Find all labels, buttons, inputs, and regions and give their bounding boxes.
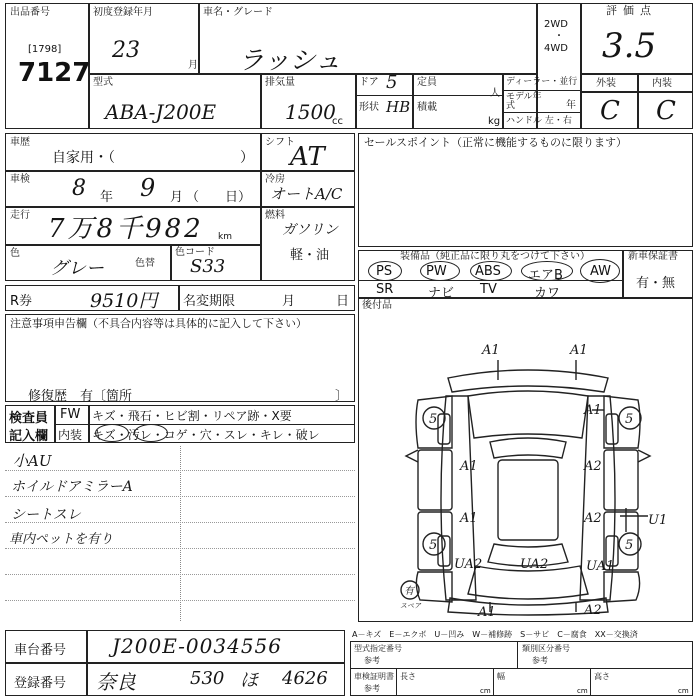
equip-ps: PS xyxy=(376,264,393,279)
windshield-shape xyxy=(490,438,566,458)
divider xyxy=(502,90,580,91)
mark-right-front-door: A2 xyxy=(584,459,602,474)
ac-label: 冷房 xyxy=(265,174,285,185)
year-unit: 年 xyxy=(566,100,576,111)
divider xyxy=(502,73,504,129)
interior-items: キズ・汚レ・コゲ・穴・スレ・キレ・破レ xyxy=(92,428,320,442)
divider xyxy=(198,3,200,73)
fw-items: キズ・飛石・ヒビ割・リペア跡・X要 xyxy=(92,409,292,423)
inspector-label2: 記入欄 xyxy=(9,429,49,444)
fuel-value: ガソリン xyxy=(282,222,338,238)
name-change-month: 月 xyxy=(282,294,296,309)
divider xyxy=(517,641,518,668)
rating-value: 3.5 xyxy=(602,26,657,66)
ac-value: オートA/C xyxy=(270,185,343,203)
spare-mark: 有 xyxy=(404,586,414,597)
recycle-row xyxy=(5,285,355,311)
repair-close: 〕 xyxy=(335,389,349,404)
color-label: 色 xyxy=(10,248,20,259)
recycle-label: R券 xyxy=(10,294,33,309)
right-front-fender-shape xyxy=(604,396,640,448)
interior-label: 内装 xyxy=(652,78,672,89)
divider xyxy=(170,244,172,281)
equip-circle xyxy=(470,261,512,281)
color-code-value: S33 xyxy=(190,256,226,277)
equip-circle xyxy=(368,261,402,281)
height-label: 高さ xyxy=(594,672,610,681)
mark-front-left: A1 xyxy=(482,343,500,358)
equip-abs: ABS xyxy=(475,264,501,279)
equip-airbag: エアB xyxy=(528,268,563,283)
mark-circle xyxy=(95,424,129,442)
drive-4wd: 4WD xyxy=(544,43,568,54)
displacement-value: 1500 xyxy=(285,100,336,124)
tire-depth-rr: 5 xyxy=(625,538,634,553)
equip-leather: カワ xyxy=(534,286,561,301)
mark-rear-left: A1 xyxy=(478,605,496,620)
color-code-label: 色コード xyxy=(175,247,215,258)
shift-value: AT xyxy=(290,142,325,172)
divider xyxy=(178,285,180,311)
warranty-label: 新車保証書 xyxy=(628,251,678,262)
mark-left-rear-door: A1 xyxy=(460,511,478,526)
mark-left-front-door: A1 xyxy=(460,459,478,474)
mark-right-fender: A1 xyxy=(584,403,602,418)
divider xyxy=(5,662,345,664)
left-mirror-shape xyxy=(406,450,418,462)
registration-number: 4626 xyxy=(282,668,328,689)
inspection-year-unit: 年 xyxy=(100,190,114,205)
repair-label: 修復歴 有〔箇所 xyxy=(28,389,133,404)
class-label: 類別区分番号 xyxy=(522,644,570,653)
divider xyxy=(493,668,494,696)
divider xyxy=(260,73,262,129)
equip-navi: ナビ xyxy=(428,286,455,301)
mark-tailgate: UA2 xyxy=(520,557,549,572)
tire-depth-fl: 5 xyxy=(429,412,438,427)
left-front-door-shape xyxy=(418,450,452,510)
load-unit: kg xyxy=(488,116,501,127)
inspection-year: 8 xyxy=(72,176,86,201)
legend: A－キズ E－エクボ U－凹み W－補修跡 S－サビ C－腐食 XX－交換済 xyxy=(352,630,638,639)
inspection-month-unit: 月 xyxy=(170,190,184,205)
mark-u1: U1 xyxy=(648,513,668,528)
model-year-label: モデル年式 xyxy=(506,92,542,111)
interior-key: 内装 xyxy=(58,428,83,442)
displacement-label: 排気量 xyxy=(265,77,295,88)
history-label: 車歴 xyxy=(10,137,30,148)
note-line-2: ホイルドアミラーA xyxy=(11,479,133,495)
divider xyxy=(355,73,357,129)
sales-point-label: セールスポイント（正常に機能するものに限ります） xyxy=(364,136,628,149)
right-mirror-shape xyxy=(638,450,650,462)
month-unit: 月 xyxy=(188,60,198,71)
name-grade-label: 車名・グレード xyxy=(203,7,273,18)
note-line-4: 車内ペットを有り xyxy=(9,532,114,547)
mark-right-rear: UA1 xyxy=(586,559,615,574)
equip-tv: TV xyxy=(480,282,497,297)
first-reg-label: 初度登録年月 xyxy=(93,7,153,18)
drive-dot: ・ xyxy=(554,31,564,42)
mileage-label: 走行 xyxy=(10,210,30,221)
drive-2wd: 2WD xyxy=(544,19,568,30)
roof-shape xyxy=(498,460,558,540)
registration-label: 登録番号 xyxy=(14,676,67,691)
divider xyxy=(412,73,414,129)
inspection-day: （ 日） xyxy=(186,190,252,205)
mark-front-right: A1 xyxy=(570,343,588,358)
divider xyxy=(355,95,502,96)
registration-area: 奈良 xyxy=(96,670,136,694)
registration-class: 530 xyxy=(190,668,225,689)
post-install-label: 後付品 xyxy=(362,300,392,311)
hood-shape xyxy=(468,391,588,438)
handle-label: ハンドル 左・右 xyxy=(506,116,572,126)
equip-circle xyxy=(420,261,460,281)
right-rear-fender-shape xyxy=(604,572,640,602)
rating-label: 評価点 xyxy=(606,4,657,17)
fuel-option: 軽・油 xyxy=(290,248,330,263)
divider xyxy=(54,424,355,425)
divider xyxy=(637,73,639,129)
divider xyxy=(580,3,582,129)
name-change-day: 日 xyxy=(336,294,350,309)
dotted-line xyxy=(5,548,355,549)
color-value: グレー xyxy=(50,258,104,279)
chassis-value: J200E-0034556 xyxy=(112,634,282,658)
first-reg-year: 23 xyxy=(112,38,140,63)
mark-rear-right: A2 xyxy=(584,603,602,618)
equip-circle xyxy=(580,259,620,283)
recycle-value: 9510円 xyxy=(90,290,158,312)
tire-depth-fr: 5 xyxy=(625,412,634,427)
class-sub: 参考 xyxy=(532,656,548,665)
model-value: ABA-J200E xyxy=(105,100,217,124)
body-label: 形状 xyxy=(359,102,379,113)
door-value: 5 xyxy=(386,72,398,93)
model-label: 型式 xyxy=(93,77,113,88)
equip-pw: PW xyxy=(426,264,447,279)
chassis-label: 車台番号 xyxy=(14,643,67,658)
capacity-unit: 人 xyxy=(490,88,500,99)
length-label: 長さ xyxy=(400,672,416,681)
mark-left-rear: UA2 xyxy=(454,557,483,572)
lot-small: [1798] xyxy=(28,44,62,55)
divider xyxy=(502,112,580,113)
note-line-1: 小AU xyxy=(13,452,52,470)
width-label: 幅 xyxy=(497,672,505,681)
divider xyxy=(590,668,591,696)
door-label: ドア xyxy=(359,77,379,88)
tire-depth-rl: 5 xyxy=(429,538,438,553)
inspector-label1: 検査員 xyxy=(9,411,49,426)
load-label: 積載 xyxy=(417,102,437,113)
exterior-label: 外装 xyxy=(596,78,616,89)
lot-number: 7127 xyxy=(18,58,91,88)
fuel-label: 燃料 xyxy=(265,210,285,221)
right-front-door-shape xyxy=(604,450,638,510)
dotted-line xyxy=(5,496,355,497)
history-close: ） xyxy=(240,150,254,166)
equip-aw: AW xyxy=(590,264,612,279)
guide-label: 型式指定番号 xyxy=(354,644,402,653)
spare-label: スペア xyxy=(400,602,421,610)
mileage-value: 7万8千982 xyxy=(48,214,204,244)
dealer-label: ディーラー・並行 xyxy=(506,77,578,87)
divider xyxy=(350,668,693,669)
mark-circle xyxy=(134,424,168,442)
equipment-label: 装備品（純正品に限り丸をつけて下さい） xyxy=(400,251,590,262)
car-name: ラッシュ xyxy=(238,46,341,76)
guide-sub: 参考 xyxy=(364,656,380,665)
fw-key: FW xyxy=(60,407,81,422)
body-value: HB xyxy=(386,98,411,116)
warranty-value: 有・無 xyxy=(636,276,676,291)
interior-grade: C xyxy=(656,96,676,126)
registration-kana: ほ xyxy=(240,670,258,691)
length-unit: cm xyxy=(480,687,491,695)
equip-circle xyxy=(521,261,573,281)
notes-label: 注意事項申告欄（不具合内容等は具体的に記入して下さい） xyxy=(10,317,307,330)
equip-sr: SR xyxy=(376,282,394,297)
dotted-line xyxy=(5,600,355,601)
dotted-line xyxy=(5,574,355,575)
height-unit: cm xyxy=(678,687,689,695)
car-diagram xyxy=(358,300,693,620)
displacement-unit: cc xyxy=(332,116,343,127)
left-rear-fender-shape xyxy=(416,572,452,602)
color-change-label: 色替 xyxy=(135,258,155,269)
capacity-label: 定員 xyxy=(417,77,437,88)
divider xyxy=(622,250,624,298)
front-bumper-shape xyxy=(448,370,608,392)
exterior-grade: C xyxy=(600,96,620,126)
mark-right-rear-door: A2 xyxy=(584,511,602,526)
dotted-line xyxy=(5,470,355,471)
lot-label: 出品番号 xyxy=(10,7,50,18)
inspection-month: 9 xyxy=(140,174,156,202)
dotted-divider xyxy=(180,446,182,621)
shift-label: シフト xyxy=(265,137,295,148)
cert-label: 車検証明書 xyxy=(354,672,394,681)
sales-point-box xyxy=(358,133,693,247)
inspection-label: 車検 xyxy=(10,174,30,185)
history-value: 自家用・（ xyxy=(52,150,115,166)
note-line-3: シートスレ xyxy=(11,507,81,523)
cert-sub: 参考 xyxy=(364,684,380,693)
free-notes xyxy=(5,446,355,621)
divider xyxy=(396,668,397,696)
width-unit: cm xyxy=(577,687,588,695)
name-change-label: 名変期限 xyxy=(183,294,236,309)
mileage-unit: km xyxy=(218,232,232,242)
